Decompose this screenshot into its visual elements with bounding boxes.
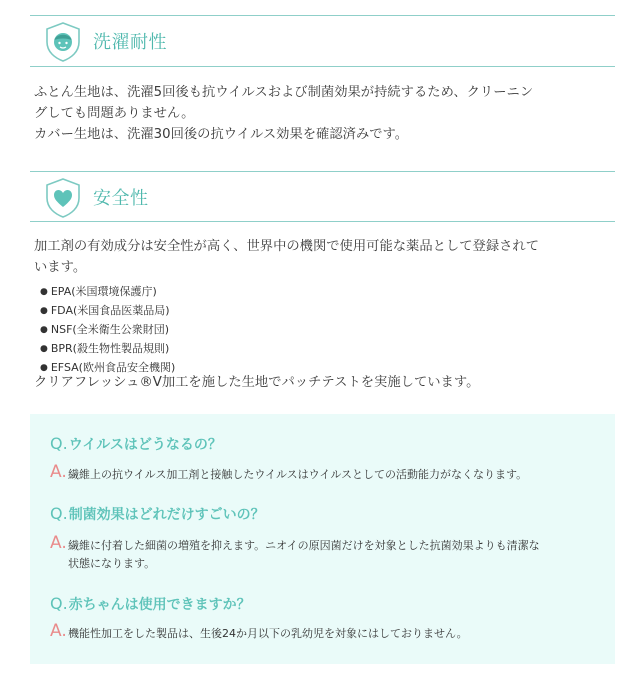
faq-question [50,504,265,524]
list-item: ● NSF(全米衛生公衆財団) [40,321,340,340]
wash-durability-paragraph [34,82,614,145]
section-header-wash-durability [30,15,615,67]
section-header-safety [30,171,615,222]
faq-answer [50,621,595,643]
answer-line: 状態になります。 [68,557,156,570]
faq-box [30,414,615,664]
paragraph-line: グしても問題ありません。 [34,106,195,121]
answer-line: 繊維に付着した細菌の増殖を抑えます。ニオイの原因菌だけを対象とした抗菌効果よりも清潔な [68,539,540,552]
paragraph-line: カバー生地は、洗濯30回後の抗ウイルス効果を確認済みです。 [34,127,409,142]
safety-paragraph [34,236,614,278]
paragraph-line: います。 [34,260,87,275]
question-text: ウイルスはどうなるの？ [68,437,222,453]
question-text: 赤ちゃんは使用できますか？ [68,597,251,613]
section-title-safety: 安全性 [93,187,149,209]
question-mark-label: Q. [50,434,68,453]
question-text: 制菌効果はどれだけすごいの？ [68,507,265,523]
faq-answer [50,462,595,484]
baby-face-icon [45,22,81,62]
question-mark-label: Q. [50,594,68,613]
answer-mark-label: A. [50,533,67,553]
answer-mark-label: A. [50,621,67,641]
answer-line: 繊維上の抗ウイルス加工剤と接触したウイルスはウイルスとしての活動能力がなくなります。 [68,468,528,481]
list-item: ● EPA(米国環境保護庁) [40,283,340,302]
section-title-wash-durability: 洗濯耐性 [93,32,167,53]
paragraph-line: 加工剤の有効成分は安全性が高く、世界中の機関で使用可能な薬品として登録されて [34,239,540,254]
answer-line: 機能性加工をした製品は、生後24か月以下の乳幼児を対象にはしておりません。 [68,627,468,640]
question-mark-label: Q. [50,504,68,523]
faq-question [50,594,251,614]
answer-mark-label: A. [50,462,67,482]
faq-answer [50,533,595,573]
patch-test-note: クリアフレッシュ®V加工を施した生地でパッチテストを実施しています。 [34,375,480,390]
agency-list [40,283,340,378]
faq-question [50,434,222,454]
list-item: ● FDA(米国食品医薬品局) [40,302,340,321]
heart-icon [45,178,81,218]
list-item: ● EFSA(欧州食品安全機関) [40,359,340,378]
paragraph-line: ふとん生地は、洗濯5回後も抗ウイルスおよび制菌効果が持続するため、クリーニン [34,85,534,100]
list-item: ● BPR(殺生物性製品規則) [40,340,340,359]
